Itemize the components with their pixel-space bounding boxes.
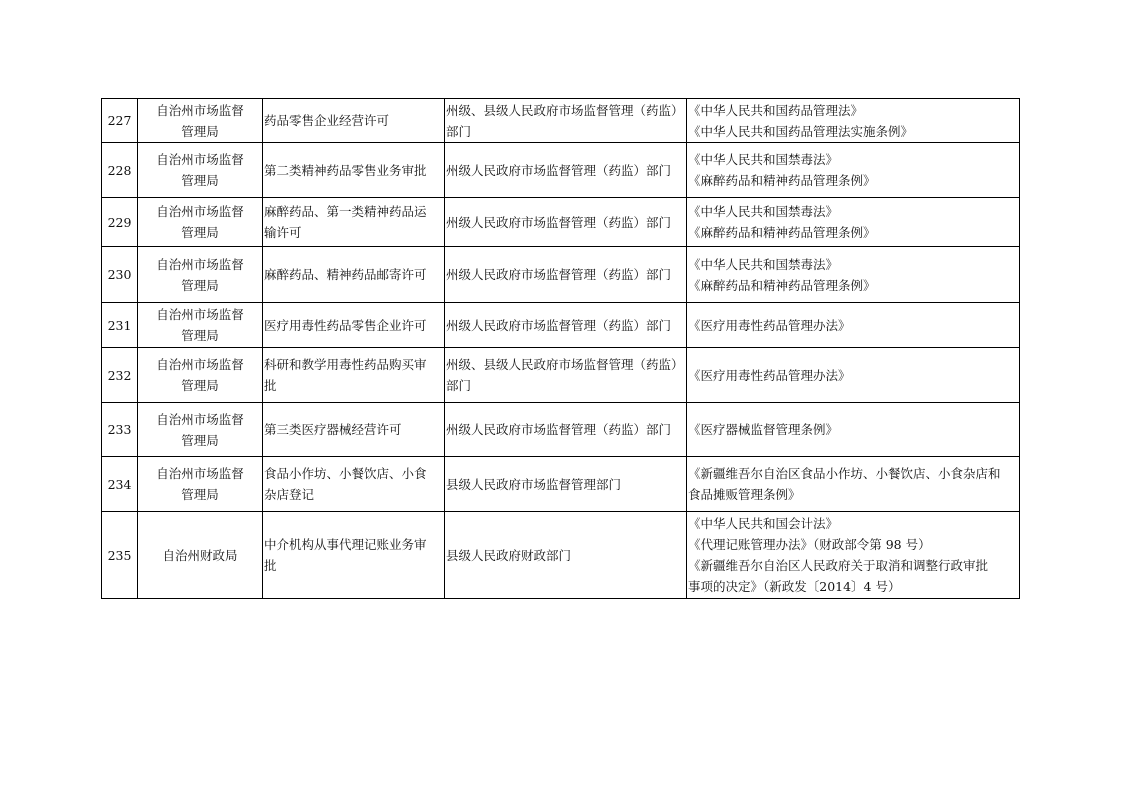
approval-item-cell [263, 457, 445, 512]
row-number: 235 [102, 512, 138, 599]
row-number: 233 [102, 403, 138, 457]
approval-item-cell-line: 批 [264, 378, 277, 393]
legal-basis-cell-line: 《中华人民共和国药品管理法》 [688, 102, 864, 118]
approval-item-cell-line: 麻醉药品、第一类精神药品运 [264, 204, 427, 219]
implementing-level-cell [445, 99, 687, 143]
approval-item-cell-line: 药品零售企业经营许可 [264, 113, 390, 128]
legal-basis-cell-line: 《麻醉药品和精神药品管理条例》 [688, 225, 876, 240]
legal-basis-cell-line: 《中华人民共和国药品管理法实施条例》 [688, 123, 914, 139]
table-row [102, 143, 1020, 198]
approval-item-cell [263, 247, 445, 303]
row-number: 230 [102, 247, 138, 303]
legal-basis-cell [687, 303, 1020, 348]
legal-basis-cell-line: 《医疗用毒性药品管理办法》 [688, 317, 851, 333]
implementing-level-cell-line: 州级、县级人民政府市场监督管理（药监） [446, 357, 684, 372]
table-row [102, 512, 1020, 599]
table-row [102, 457, 1020, 512]
legal-basis-cell-line: 《中华人民共和国会计法》 [688, 516, 839, 531]
legal-basis-cell-line: 《医疗用毒性药品管理办法》 [688, 367, 851, 383]
implementing-level-cell-line: 部门 [446, 123, 472, 139]
legal-basis-cell [687, 198, 1020, 247]
approval-item-cell [263, 198, 445, 247]
legal-basis-cell [687, 247, 1020, 303]
department-cell [138, 348, 263, 403]
implementing-level-cell-line: 州级人民政府市场监督管理（药监）部门 [446, 422, 672, 437]
department-cell-line: 管理局 [181, 173, 219, 188]
implementing-level-cell-line: 州级人民政府市场监督管理（药监）部门 [446, 162, 672, 178]
department-cell-line: 管理局 [181, 277, 219, 293]
implementing-level-cell-line: 州级、县级人民政府市场监督管理（药监） [446, 102, 684, 118]
legal-basis-cell-line: 食品摊贩管理条例》 [688, 487, 801, 502]
department-cell [138, 403, 263, 457]
approval-item-cell-line: 杂店登记 [264, 487, 315, 502]
department-cell-line: 自治州市场监督 [156, 307, 244, 322]
implementing-level-cell-line: 部门 [446, 378, 472, 393]
implementing-level-cell-line: 州级人民政府市场监督管理（药监）部门 [446, 214, 672, 230]
legal-basis-cell-line: 《医疗器械监督管理条例》 [688, 422, 839, 437]
row-number: 227 [102, 99, 138, 143]
row-number: 232 [102, 348, 138, 403]
approval-item-cell [263, 403, 445, 457]
department-cell-line: 自治州市场监督 [156, 102, 244, 118]
legal-basis-cell [687, 348, 1020, 403]
row-number: 234 [102, 457, 138, 512]
legal-basis-cell [687, 512, 1020, 599]
approval-item-cell [263, 512, 445, 599]
department-cell [138, 247, 263, 303]
legal-basis-cell [687, 403, 1020, 457]
table-row [102, 198, 1020, 247]
table-row [102, 247, 1020, 303]
table-row [102, 348, 1020, 403]
department-cell-line: 自治州市场监督 [156, 357, 244, 372]
department-cell-line: 管理局 [181, 432, 219, 448]
implementing-level-cell-line: 州级人民政府市场监督管理（药监）部门 [446, 317, 672, 333]
legal-basis-cell-line: 《新疆维吾尔自治区食品小作坊、小餐饮店、小食杂店和 [688, 466, 1001, 481]
implementing-level-cell-line: 县级人民政府财政部门 [446, 547, 572, 563]
approval-item-cell-line: 第二类精神药品零售业务审批 [264, 162, 427, 178]
legal-basis-cell [687, 457, 1020, 512]
department-cell-line: 管理局 [181, 123, 219, 139]
table-row [102, 403, 1020, 457]
implementing-level-cell-line: 州级人民政府市场监督管理（药监）部门 [446, 267, 672, 282]
row-number: 228 [102, 143, 138, 198]
department-cell [138, 512, 263, 599]
legal-basis-cell-line: 《麻醉药品和精神药品管理条例》 [688, 173, 876, 188]
department-cell-line: 管理局 [181, 328, 219, 343]
legal-basis-cell-line: 《中华人民共和国禁毒法》 [688, 204, 839, 219]
approval-item-cell-line: 第三类医疗器械经营许可 [264, 422, 402, 437]
legal-basis-cell [687, 99, 1020, 143]
department-cell-line: 管理局 [181, 378, 219, 393]
department-cell [138, 303, 263, 348]
approval-item-cell-line: 批 [264, 558, 277, 573]
approval-item-cell-line: 输许可 [264, 225, 302, 240]
implementing-level-cell [445, 143, 687, 198]
approval-item-cell [263, 303, 445, 348]
department-cell [138, 143, 263, 198]
legal-basis-cell-line: 事项的决定》（新政发〔2014〕4 号） [688, 579, 901, 594]
department-cell-line: 自治州市场监督 [156, 204, 244, 219]
implementing-level-cell [445, 403, 687, 457]
table-row [102, 303, 1020, 348]
implementing-level-cell [445, 512, 687, 599]
department-cell-line: 管理局 [181, 225, 219, 240]
implementing-level-cell [445, 198, 687, 247]
legal-basis-cell-line: 《中华人民共和国禁毒法》 [688, 152, 839, 167]
department-cell-line: 自治州财政局 [162, 547, 238, 563]
department-cell [138, 198, 263, 247]
approval-item-cell-line: 科研和教学用毒性药品购买审 [264, 357, 427, 372]
table-body [102, 99, 1020, 599]
department-cell-line: 自治州市场监督 [156, 256, 244, 272]
legal-basis-cell-line: 《新疆维吾尔自治区人民政府关于取消和调整行政审批 [688, 558, 989, 573]
approval-item-cell-line: 医疗用毒性药品零售企业许可 [264, 317, 427, 333]
approval-item-cell-line: 食品小作坊、小餐饮店、小食 [264, 466, 427, 481]
implementing-level-cell [445, 247, 687, 303]
legal-basis-cell-line: 《代理记账管理办法》（财政部令第 98 号） [688, 537, 931, 552]
implementing-level-cell [445, 348, 687, 403]
approval-item-cell [263, 143, 445, 198]
row-number: 229 [102, 198, 138, 247]
department-cell [138, 457, 263, 512]
approval-item-cell [263, 348, 445, 403]
legal-basis-cell-line: 《中华人民共和国禁毒法》 [688, 256, 839, 272]
approval-item-cell [263, 99, 445, 143]
row-number: 231 [102, 303, 138, 348]
implementing-level-cell [445, 457, 687, 512]
department-cell-line: 自治州市场监督 [156, 152, 244, 167]
legal-basis-cell [687, 143, 1020, 198]
approval-item-cell-line: 麻醉药品、精神药品邮寄许可 [264, 267, 427, 282]
approval-items-table [101, 98, 1020, 599]
approval-item-cell-line: 中介机构从事代理记账业务审 [264, 537, 427, 552]
department-cell [138, 99, 263, 143]
implementing-level-cell-line: 县级人民政府市场监督管理部门 [446, 476, 622, 492]
implementing-level-cell [445, 303, 687, 348]
department-cell-line: 自治州市场监督 [156, 466, 244, 481]
department-cell-line: 自治州市场监督 [156, 411, 244, 427]
department-cell-line: 管理局 [181, 487, 219, 502]
table-row [102, 99, 1020, 143]
legal-basis-cell-line: 《麻醉药品和精神药品管理条例》 [688, 277, 876, 293]
